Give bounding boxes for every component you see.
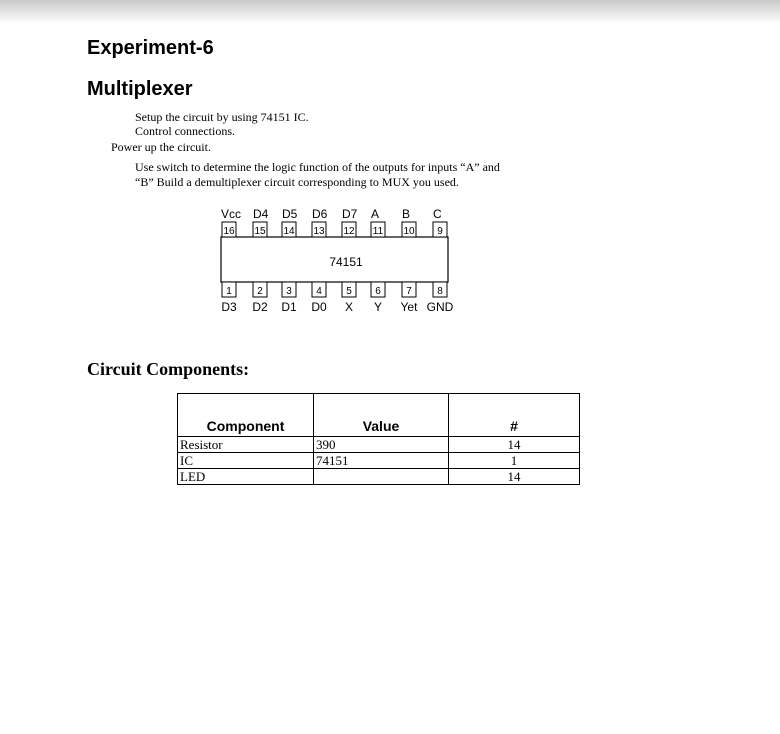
table-row [178, 469, 580, 485]
table-row [178, 437, 580, 453]
cell-value: 390 [314, 437, 449, 453]
pin-number: 12 [343, 226, 355, 237]
step-3: Power up the circuit. [111, 140, 211, 154]
cell-count: 14 [449, 469, 580, 485]
components-heading: Circuit Components: [87, 359, 250, 379]
table-header-row [178, 394, 580, 437]
pin-label: D4 [253, 207, 269, 221]
pin-label: D3 [221, 300, 237, 314]
pin-number: 9 [437, 226, 443, 237]
pin-number: 11 [372, 226, 384, 237]
pin-label: Vcc [221, 207, 242, 221]
pin-number: 2 [257, 286, 263, 297]
pin-number: 5 [346, 286, 352, 297]
pin-label: C [433, 207, 442, 221]
pin-number: 1 [226, 286, 232, 297]
pin-label: Yet [400, 300, 418, 314]
pin-number: 16 [223, 226, 235, 237]
cell-value [314, 469, 449, 485]
ic-name: 74151 [329, 255, 363, 269]
pin-number: 7 [406, 286, 412, 297]
header-count: # [449, 394, 580, 437]
cell-component: IC [178, 453, 314, 469]
cell-component: Resistor [178, 437, 314, 453]
pin-number: 8 [437, 286, 443, 297]
cell-count: 1 [449, 453, 580, 469]
header-component: Component [178, 394, 314, 437]
pin-number: 4 [316, 286, 322, 297]
page-title: Experiment-6 [87, 37, 214, 59]
components-table [177, 393, 580, 485]
cell-count: 14 [449, 437, 580, 453]
pin-label: D6 [312, 207, 328, 221]
cell-component: LED [178, 469, 314, 485]
pin-number: 15 [254, 226, 266, 237]
pin-number: 13 [313, 226, 325, 237]
pin-label: D2 [252, 300, 268, 314]
step-4-line-2: “B” Build a demultiplexer circuit corresponding to MUX you used. [135, 175, 459, 189]
pin-label: Y [373, 300, 383, 314]
pin-label: D5 [282, 207, 298, 221]
step-2: Control connections. [135, 124, 235, 138]
pin-number: 10 [403, 226, 415, 237]
pin-label: X [344, 300, 354, 314]
cell-value: 74151 [314, 453, 449, 469]
pin-number: 3 [286, 286, 292, 297]
step-4-line-1: Use switch to determine the logic function of the outputs for inputs “A” and [135, 160, 500, 174]
pin-label: A [371, 207, 380, 221]
pin-label: D0 [311, 300, 327, 314]
ic-pinout-diagram [0, 0, 780, 330]
pin-label: D1 [281, 300, 297, 314]
table-row [178, 453, 580, 469]
pin-label: D7 [342, 207, 358, 221]
pin-number: 14 [283, 226, 295, 237]
section-title: Multiplexer [87, 78, 193, 100]
pin-label: B [402, 207, 411, 221]
pin-label: GND [426, 300, 454, 314]
pin-number: 6 [375, 286, 381, 297]
step-1: Setup the circuit by using 74151 IC. [135, 110, 309, 124]
header-value: Value [314, 394, 449, 437]
